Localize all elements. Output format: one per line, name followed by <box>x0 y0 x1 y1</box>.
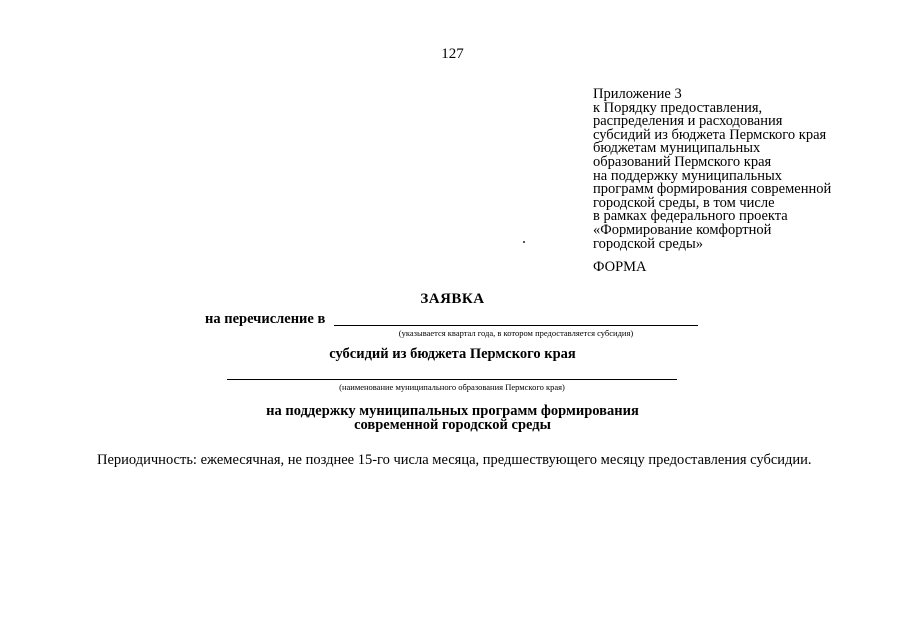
appendix-line: на поддержку муниципальных <box>593 167 782 184</box>
appendix-line: программ формирования современной <box>593 181 832 198</box>
appendix-line: бюджетам муниципальных <box>593 140 761 157</box>
form-label: ФОРМА <box>593 259 647 275</box>
scan-speck <box>523 241 525 243</box>
appendix-line: «Формирование комфортной <box>593 221 772 238</box>
appendix-reference-block <box>593 88 893 251</box>
municipality-fill-line <box>227 379 677 380</box>
quarter-hint: (указывается квартал года, в котором предоставляется субсидия) <box>398 328 634 338</box>
page-number: 127 <box>441 46 464 62</box>
appendix-line: к Порядку предоставления, <box>593 99 763 116</box>
appendix-line: городской среды, в том числе <box>593 194 775 211</box>
appendix-line: распределения и расходования <box>593 113 783 130</box>
appendix-line: городской среды» <box>593 235 703 252</box>
appendix-line: субсидий из бюджета Пермского края <box>593 126 827 143</box>
quarter-fill-line <box>334 325 698 326</box>
program-line: современной городской среды <box>354 417 551 433</box>
program-heading <box>0 404 905 432</box>
transfer-prefix: на перечисление в <box>205 311 326 327</box>
appendix-line: Приложение 3 <box>593 86 682 102</box>
subsidy-line: субсидий из бюджета Пермского края <box>329 346 576 362</box>
periodicity-text: Периодичность: ежемесячная, не позднее 15-го числа месяца, предшествующего месяцу предоставления субсидии. <box>97 452 812 468</box>
program-line: на поддержку муниципальных программ формирования <box>266 403 639 419</box>
appendix-line: в рамках федерального проекта <box>593 208 788 225</box>
document-title: ЗАЯВКА <box>420 291 485 307</box>
appendix-line: образований Пермского края <box>593 153 772 170</box>
municipality-hint: (наименование муниципального образования Пермского края) <box>339 382 565 392</box>
